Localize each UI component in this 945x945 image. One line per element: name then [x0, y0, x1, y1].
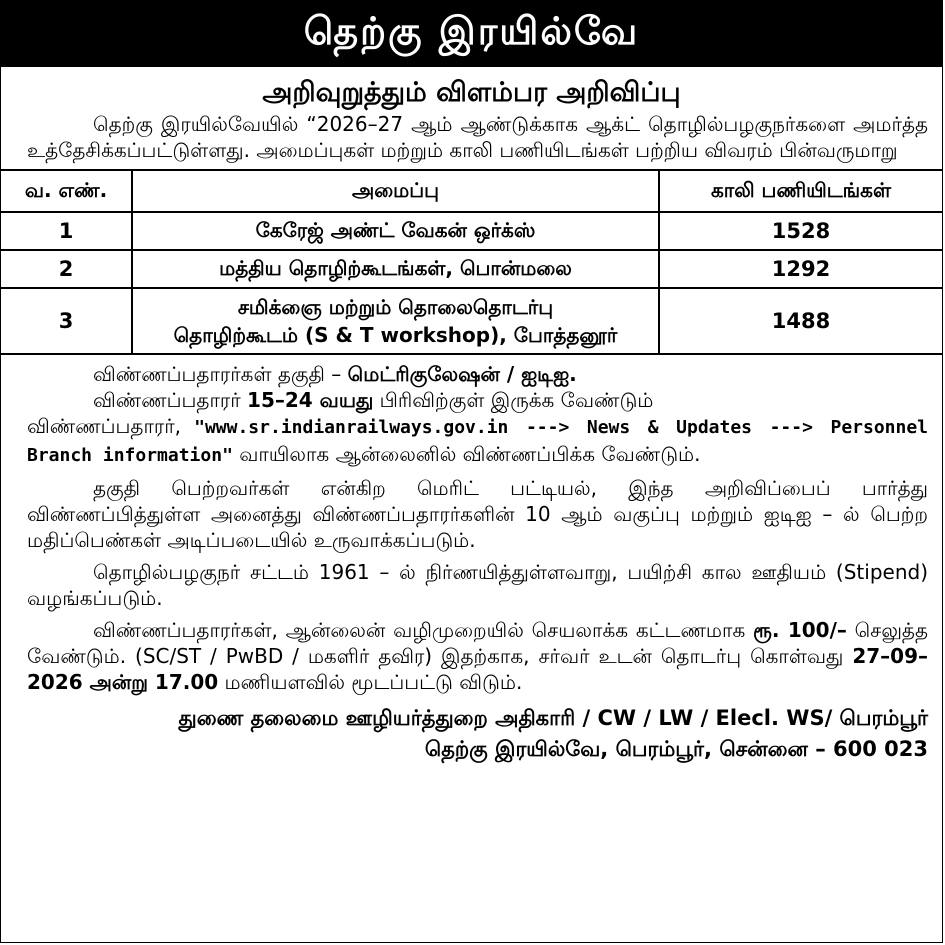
- age-label: விண்ணப்பதாரர்: [93, 388, 248, 412]
- header-unit: அமைப்பு: [132, 170, 659, 212]
- row-serial: 1: [1, 212, 132, 250]
- fee-part3: மணியளவில் மூடப்பட்டு விடும்.: [218, 670, 523, 694]
- merit-paragraph: தகுதி பெற்றவர்கள் என்கிற மெரிட் பட்டியல், இந்த அறிவிப்பைப் பார்த்து விண்ணப்பித்துள்ள அனைத்து விண்ணப்பதாரர்களின் 10 ஆம் வகுப்பு மற்றும் ஐடிஐ – ல் பெற்ற மதிப்பெண்கள் அடிப்படையில் உருவாக்கப்படும்.: [27, 476, 928, 552]
- row-serial: 3: [1, 288, 132, 354]
- issuer-address: தெற்கு இரயில்வே, பெரம்பூர், சென்னை – 600 023: [424, 737, 928, 761]
- issuer-block: [1, 703, 942, 765]
- qualification-value: மெட்ரிகுலேஷன் / ஐடிஐ.: [347, 362, 577, 386]
- row-vacancies: 1292: [659, 250, 942, 288]
- header-vacancies: காலி பணியிடங்கள்: [659, 170, 942, 212]
- age-suffix: பிரிவிற்குள் இருக்க வேண்டும்: [373, 388, 654, 412]
- intro-paragraph: தெற்கு இரயில்வேயில் “2026–27 ஆம் ஆண்டுக்காக ஆக்ட் தொழில்பழகுநர்களை அமர்த்த உத்தேசிக்கப்பட்டுள்ளது. அமைப்புகள் மற்றும் காலி பணியிடங்கள் பற்றிய விவரம் பின்வருமாறு: [27, 112, 928, 162]
- qualification-label: விண்ணப்பதாரர்கள் தகுதி –: [93, 362, 348, 386]
- row-serial: 2: [1, 250, 132, 288]
- table-header-row: [1, 170, 942, 212]
- apply-prefix: விண்ணப்பதாரர்,: [27, 414, 195, 438]
- apply-suffix: வாயிலாக ஆன்லைனில் விண்ணப்பிக்க வேண்டும்.: [232, 442, 701, 466]
- age-line: [27, 387, 928, 413]
- age-value: 15–24 வயது: [247, 388, 374, 412]
- header-serial: வ. எண்.: [1, 170, 132, 212]
- closing-date: 27–09–2026 அன்று 17.00: [27, 644, 928, 694]
- row-unit: [132, 288, 659, 354]
- fee-part1: விண்ணப்பதாரர்கள், ஆன்லைன் வழிமுறையில் செயலாக்க கட்டணமாக: [93, 618, 754, 642]
- fee-amount: ரூ. 100/–: [753, 618, 847, 642]
- banner-title: தெற்கு இரயில்வே: [1, 1, 942, 67]
- table-row: [1, 212, 942, 250]
- row-unit: மத்திய தொழிற்கூடங்கள், பொன்மலை: [132, 250, 659, 288]
- row-vacancies: 1488: [659, 288, 942, 354]
- fee-paragraph: [27, 617, 928, 695]
- qualification-line: [27, 361, 928, 387]
- table-row: [1, 288, 942, 354]
- notice-body: [1, 361, 942, 695]
- row-vacancies: 1528: [659, 212, 942, 250]
- vacancy-table: [1, 169, 942, 355]
- notice-subtitle: அறிவுறுத்தும் விளம்பர அறிவிப்பு: [262, 77, 681, 108]
- issuer-designation: துணை தலைமை ஊழியர்த்துறை அதிகாரி / CW / LW / Elecl. WS/ பெரம்பூர்: [178, 706, 928, 730]
- row-unit-line2: தொழிற்கூடம் (S & T workshop), போத்தனூர்: [173, 323, 618, 347]
- apply-url: "www.sr.indianrailways.gov.in ---> News & Updates ---> Personnel Branch information": [27, 417, 929, 466]
- fee-part2: செலுத்த வேண்டும். (SC/ST / PwBD / மகளிர் தவிர) இதற்காக, சர்வர் உடன் தொடர்பு கொள்வது: [27, 618, 928, 668]
- row-unit: கேரேஜ் அண்ட் வேகன் ஒர்க்ஸ்: [132, 212, 659, 250]
- apply-paragraph: [27, 413, 928, 469]
- row-unit-line1: சமிக்ஞை மற்றும் தொலைதொடர்பு: [237, 295, 554, 319]
- stipend-paragraph: தொழில்பழகுநர் சட்டம் 1961 – ல் நிர்ணயித்துள்ளவாறு, பயிற்சி கால ஊதியம் (Stipend) வழங்கப்படும்.: [27, 560, 928, 610]
- table-row: [1, 250, 942, 288]
